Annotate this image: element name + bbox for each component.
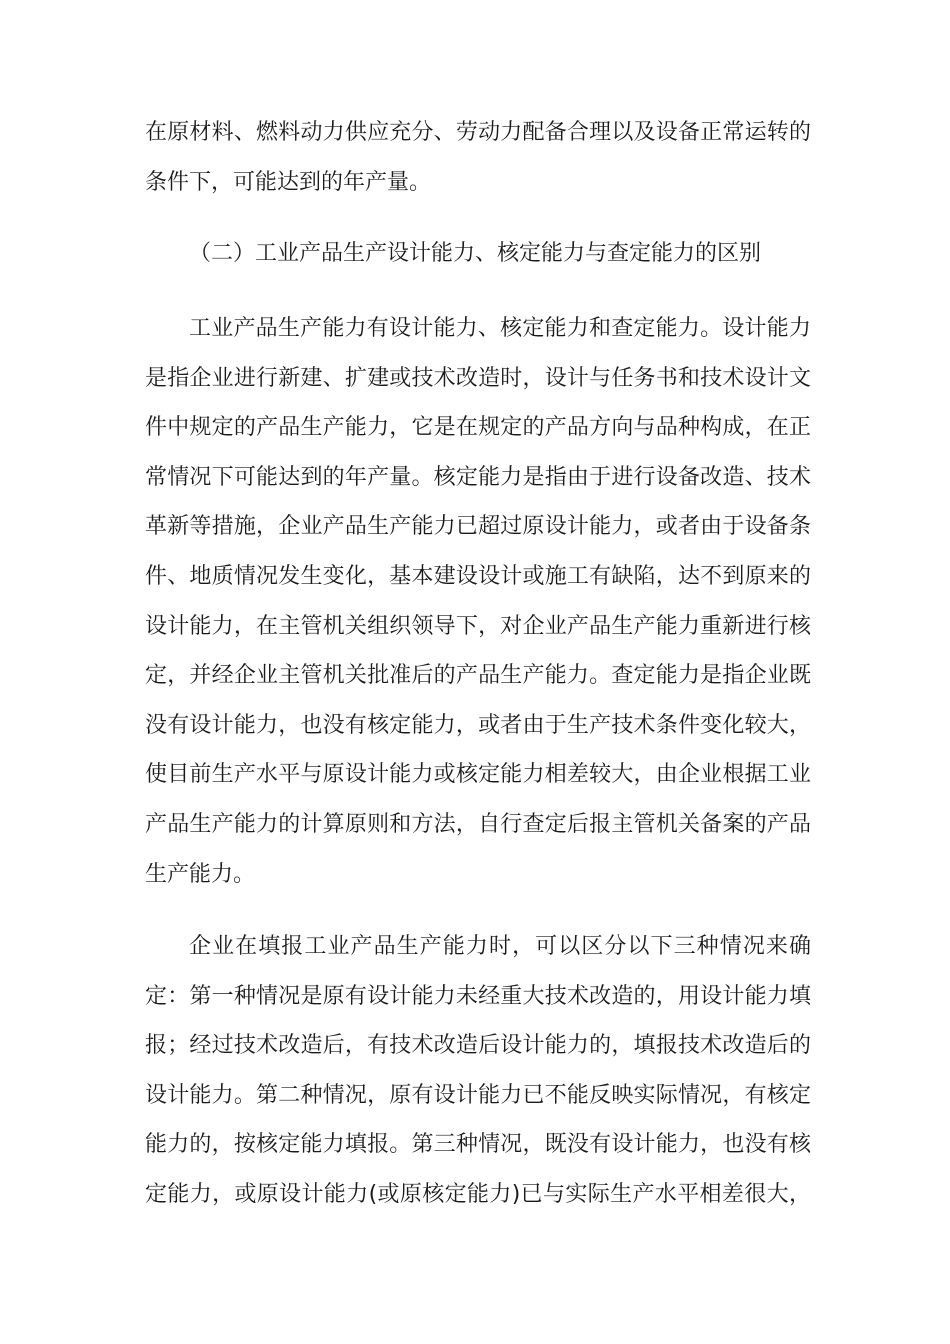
paragraph-line: 定：第一种情况是原有设计能力未经重大技术改造的，用设计能力填 [145, 983, 811, 1009]
paragraph-line: 设计能力。第二种情况，原有设计能力已不能反映实际情况，有核定 [145, 1082, 811, 1108]
paragraph-line: 报；经过技术改造后，有技术改造后设计能力的，填报技术改造后的 [145, 1033, 811, 1059]
paragraph-line: 革新等措施，企业产品生产能力已超过原设计能力，或者由于设备条 [145, 514, 811, 540]
paragraph-reporting-rules [145, 922, 811, 1220]
paragraph-line: 常情况下可能达到的年产量。核定能力是指由于进行设备改造、技术 [145, 464, 811, 490]
paragraph-capacity-types [145, 304, 811, 899]
paragraph-line: 在原材料、燃料动力供应充分、劳动力配备合理以及设备正常运转的 [145, 120, 811, 145]
paragraph-line: 企业在填报工业产品生产能力时，可以区分以下三种情况来确 [189, 934, 811, 959]
paragraph-line: 件中规定的产品生产能力，它是在规定的产品方向与品种构成，在正 [145, 415, 811, 441]
paragraph-line: 生产能力。 [145, 861, 256, 887]
paragraph-line: 使目前生产水平与原设计能力或核定能力相差较大，由企业根据工业 [145, 762, 811, 788]
paragraph-line: 能力的，按核定能力填报。第三种情况，既没有设计能力，也没有核 [145, 1132, 811, 1158]
paragraph-line: 设计能力，在主管机关组织领导下，对企业产品生产能力重新进行核 [145, 613, 811, 639]
paragraph-line: 定能力，或原设计能力(或原核定能力)已与实际生产水平相差很大， [145, 1181, 811, 1207]
section-heading: （二）工业产品生产设计能力、核定能力与查定能力的区别 [189, 241, 762, 266]
paragraph-line: 工业产品生产能力有设计能力、核定能力和查定能力。设计能力 [189, 316, 811, 341]
paragraph-line: 是指企业进行新建、扩建或技术改造时，设计与任务书和技术设计文 [145, 365, 811, 391]
paragraph-line: 件、地质情况发生变化，基本建设设计或施工有缺陷，达不到原来的 [145, 563, 811, 589]
paragraph-line: 条件下，可能达到的年产量。 [145, 169, 432, 195]
paragraph-continuation [145, 108, 811, 207]
paragraph-line: 没有设计能力，也没有核定能力，或者由于生产技术条件变化较大， [145, 712, 811, 738]
paragraph-line: 定，并经企业主管机关批准后的产品生产能力。查定能力是指企业既 [145, 663, 811, 689]
paragraph-line: 产品生产能力的计算原则和方法，自行查定后报主管机关备案的产品 [145, 811, 811, 837]
